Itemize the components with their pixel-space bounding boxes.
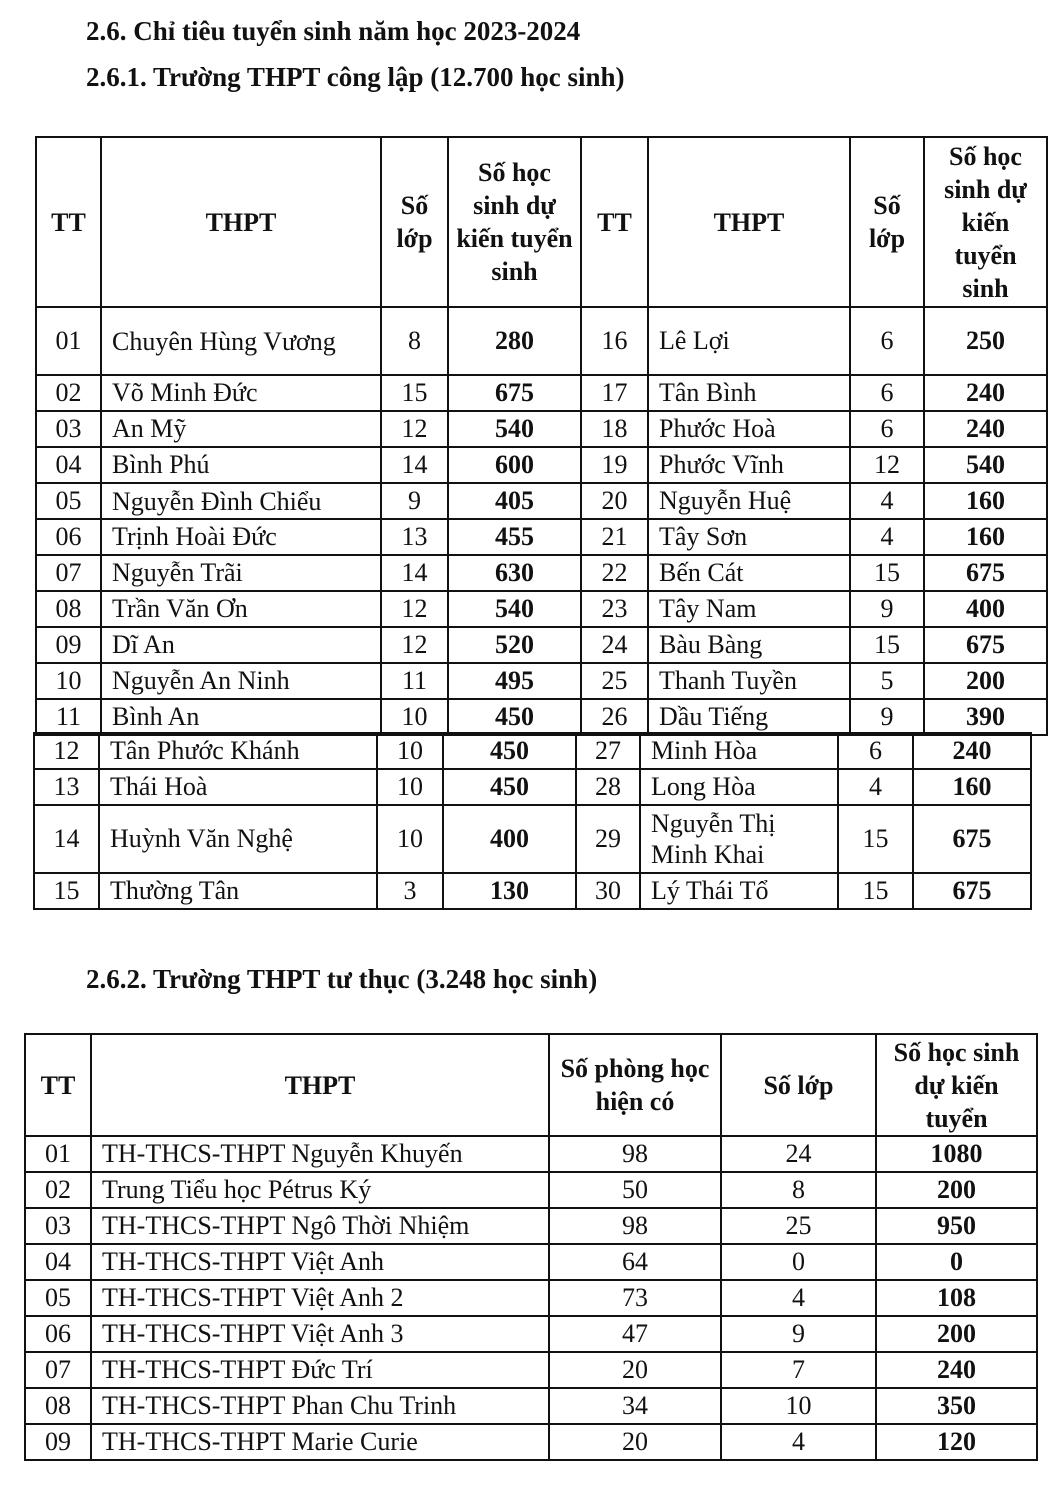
students-cell: 675 <box>913 873 1031 909</box>
school-name-cell: Thái Hoà <box>99 769 377 805</box>
index-cell: 07 <box>25 1352 91 1388</box>
classes-cell: 13 <box>381 519 448 555</box>
col-header-tt: TT <box>25 1034 91 1136</box>
students-cell: 540 <box>448 591 581 627</box>
col-header-school: THPT <box>91 1034 549 1136</box>
students-cell: 240 <box>913 733 1031 769</box>
school-name-cell: TH-THCS-THPT Việt Anh 3 <box>91 1316 549 1352</box>
school-name-cell: Nguyễn An Ninh <box>101 663 381 699</box>
classes-cell: 12 <box>850 447 924 483</box>
index-cell: 24 <box>581 627 648 663</box>
school-name-cell: Tây Nam <box>648 591 850 627</box>
table-row <box>34 873 1031 909</box>
classes-cell: 10 <box>381 699 448 735</box>
col-header-classes: Số lớp <box>381 137 448 307</box>
classes-cell: 12 <box>381 591 448 627</box>
col-header-students: Số học sinh dự kiến tuyển <box>876 1034 1037 1136</box>
table-row <box>36 627 1047 663</box>
school-name-cell: Minh Hòa <box>640 733 838 769</box>
classes-cell: 6 <box>850 411 924 447</box>
classes-cell: 12 <box>381 411 448 447</box>
table-row <box>36 411 1047 447</box>
table-row <box>25 1388 1037 1424</box>
index-cell: 26 <box>581 699 648 735</box>
school-name-cell: Võ Minh Đức <box>101 375 381 411</box>
students-cell: 400 <box>924 591 1047 627</box>
section-heading: 2.6. Chỉ tiêu tuyển sinh năm học 2023-2024 <box>86 16 581 46</box>
table-row <box>36 591 1047 627</box>
rooms-cell: 98 <box>549 1136 721 1172</box>
classes-cell: 6 <box>850 375 924 411</box>
classes-cell: 4 <box>838 769 913 805</box>
index-cell: 27 <box>576 733 640 769</box>
rooms-cell: 20 <box>549 1352 721 1388</box>
index-cell: 06 <box>36 519 101 555</box>
school-name-cell: Chuyên Hùng Vương <box>101 307 381 375</box>
table-row <box>36 447 1047 483</box>
public-schools-table <box>35 136 1048 736</box>
students-cell: 240 <box>924 411 1047 447</box>
rooms-cell: 34 <box>549 1388 721 1424</box>
students-cell: 455 <box>448 519 581 555</box>
students-cell: 950 <box>876 1208 1037 1244</box>
private-schools-table <box>24 1033 1038 1461</box>
students-cell: 240 <box>924 375 1047 411</box>
classes-cell: 15 <box>850 555 924 591</box>
classes-cell: 14 <box>381 555 448 591</box>
students-cell: 160 <box>924 483 1047 519</box>
table-row <box>25 1136 1037 1172</box>
school-name-cell: Tân Phước Khánh <box>99 733 377 769</box>
table-row <box>36 375 1047 411</box>
col-header-students: Số học sinh dự kiến tuyển sinh <box>448 137 581 307</box>
school-name-cell: Nguyễn Đình Chiểu <box>101 483 381 519</box>
students-cell: 495 <box>448 663 581 699</box>
school-name-cell: Tân Bình <box>648 375 850 411</box>
students-cell: 390 <box>924 699 1047 735</box>
classes-cell: 9 <box>381 483 448 519</box>
school-name-cell: Nguyễn Trãi <box>101 555 381 591</box>
school-name-cell: TH-THCS-THPT Việt Anh 2 <box>91 1280 549 1316</box>
table-row <box>25 1280 1037 1316</box>
col-header-school: THPT <box>101 137 381 307</box>
classes-cell: 4 <box>850 483 924 519</box>
classes-cell: 7 <box>721 1352 876 1388</box>
index-cell: 01 <box>36 307 101 375</box>
students-cell: 450 <box>443 733 576 769</box>
rooms-cell: 64 <box>549 1244 721 1280</box>
classes-cell: 10 <box>377 769 443 805</box>
index-cell: 19 <box>581 447 648 483</box>
students-cell: 450 <box>448 699 581 735</box>
students-cell: 675 <box>448 375 581 411</box>
students-cell: 0 <box>876 1244 1037 1280</box>
classes-cell: 15 <box>838 873 913 909</box>
school-name-cell: Phước Vĩnh <box>648 447 850 483</box>
students-cell: 540 <box>448 411 581 447</box>
school-name-cell: Bình Phú <box>101 447 381 483</box>
table-row <box>25 1208 1037 1244</box>
students-cell: 130 <box>443 873 576 909</box>
students-cell: 675 <box>924 555 1047 591</box>
classes-cell: 11 <box>381 663 448 699</box>
students-cell: 250 <box>924 307 1047 375</box>
index-cell: 08 <box>25 1388 91 1424</box>
students-cell: 675 <box>913 805 1031 873</box>
table-row <box>25 1244 1037 1280</box>
table-row <box>36 663 1047 699</box>
table-row <box>25 1316 1037 1352</box>
index-cell: 17 <box>581 375 648 411</box>
index-cell: 22 <box>581 555 648 591</box>
school-name-cell: TH-THCS-THPT Nguyễn Khuyến <box>91 1136 549 1172</box>
index-cell: 03 <box>36 411 101 447</box>
table-row <box>36 307 1047 375</box>
col-header-classes: Số lớp <box>721 1034 876 1136</box>
students-cell: 405 <box>448 483 581 519</box>
index-cell: 04 <box>36 447 101 483</box>
index-cell: 05 <box>25 1280 91 1316</box>
index-cell: 29 <box>576 805 640 873</box>
school-name-cell: Thanh Tuyền <box>648 663 850 699</box>
classes-cell: 15 <box>381 375 448 411</box>
col-header-rooms: Số phòng học hiện có <box>549 1034 721 1136</box>
classes-cell: 9 <box>850 699 924 735</box>
classes-cell: 8 <box>721 1172 876 1208</box>
school-name-cell: Thường Tân <box>99 873 377 909</box>
school-name-cell: Trần Văn Ơn <box>101 591 381 627</box>
col-header-students: Số học sinh dự kiến tuyển sinh <box>924 137 1047 307</box>
classes-cell: 6 <box>850 307 924 375</box>
rooms-cell: 20 <box>549 1424 721 1460</box>
index-cell: 14 <box>34 805 99 873</box>
classes-cell: 10 <box>721 1388 876 1424</box>
classes-cell: 5 <box>850 663 924 699</box>
table-row <box>25 1172 1037 1208</box>
school-name-cell: TH-THCS-THPT Marie Curie <box>91 1424 549 1460</box>
classes-cell: 24 <box>721 1136 876 1172</box>
classes-cell: 10 <box>377 805 443 873</box>
classes-cell: 4 <box>850 519 924 555</box>
index-cell: 21 <box>581 519 648 555</box>
rooms-cell: 50 <box>549 1172 721 1208</box>
school-name-cell: Trung Tiểu học Pétrus Ký <box>91 1172 549 1208</box>
table-row <box>25 1352 1037 1388</box>
index-cell: 13 <box>34 769 99 805</box>
table-row <box>36 519 1047 555</box>
index-cell: 04 <box>25 1244 91 1280</box>
students-cell: 540 <box>924 447 1047 483</box>
col-header-tt: TT <box>581 137 648 307</box>
school-name-cell: Lý Thái Tổ <box>640 873 838 909</box>
public-schools-heading: 2.6.1. Trường THPT công lập (12.700 học sinh) <box>86 62 625 92</box>
students-cell: 160 <box>924 519 1047 555</box>
school-name-cell: Long Hòa <box>640 769 838 805</box>
rooms-cell: 73 <box>549 1280 721 1316</box>
table-row <box>25 1424 1037 1460</box>
students-cell: 240 <box>876 1352 1037 1388</box>
students-cell: 1080 <box>876 1136 1037 1172</box>
classes-cell: 9 <box>721 1316 876 1352</box>
index-cell: 03 <box>25 1208 91 1244</box>
students-cell: 120 <box>876 1424 1037 1460</box>
rooms-cell: 47 <box>549 1316 721 1352</box>
school-name-cell: TH-THCS-THPT Đức Trí <box>91 1352 549 1388</box>
table-header-row <box>36 137 1047 307</box>
index-cell: 15 <box>34 873 99 909</box>
classes-cell: 3 <box>377 873 443 909</box>
school-name-cell: Huỳnh Văn Nghệ <box>99 805 377 873</box>
col-header-classes: Số lớp <box>850 137 924 307</box>
index-cell: 28 <box>576 769 640 805</box>
school-name-cell: TH-THCS-THPT Việt Anh <box>91 1244 549 1280</box>
classes-cell: 4 <box>721 1280 876 1316</box>
classes-cell: 0 <box>721 1244 876 1280</box>
school-name-cell: TH-THCS-THPT Phan Chu Trinh <box>91 1388 549 1424</box>
table-row <box>36 699 1047 735</box>
index-cell: 09 <box>36 627 101 663</box>
classes-cell: 9 <box>850 591 924 627</box>
classes-cell: 15 <box>850 627 924 663</box>
students-cell: 200 <box>876 1172 1037 1208</box>
students-cell: 160 <box>913 769 1031 805</box>
school-name-cell: Bến Cát <box>648 555 850 591</box>
school-name-cell: Bàu Bàng <box>648 627 850 663</box>
col-header-tt: TT <box>36 137 101 307</box>
index-cell: 02 <box>25 1172 91 1208</box>
classes-cell: 15 <box>838 805 913 873</box>
index-cell: 16 <box>581 307 648 375</box>
index-cell: 18 <box>581 411 648 447</box>
students-cell: 200 <box>876 1316 1037 1352</box>
index-cell: 23 <box>581 591 648 627</box>
students-cell: 400 <box>443 805 576 873</box>
classes-cell: 6 <box>838 733 913 769</box>
school-name-cell: Bình An <box>101 699 381 735</box>
index-cell: 11 <box>36 699 101 735</box>
school-name-cell: Nguyễn Thị Minh Khai <box>640 805 838 873</box>
table-row <box>34 769 1031 805</box>
index-cell: 05 <box>36 483 101 519</box>
index-cell: 09 <box>25 1424 91 1460</box>
index-cell: 12 <box>34 733 99 769</box>
students-cell: 450 <box>443 769 576 805</box>
school-name-cell: Dĩ An <box>101 627 381 663</box>
school-name-cell: Trịnh Hoài Đức <box>101 519 381 555</box>
index-cell: 08 <box>36 591 101 627</box>
classes-cell: 12 <box>381 627 448 663</box>
students-cell: 520 <box>448 627 581 663</box>
public-schools-table-continued <box>33 732 1032 910</box>
students-cell: 630 <box>448 555 581 591</box>
rooms-cell: 98 <box>549 1208 721 1244</box>
school-name-cell: Lê Lợi <box>648 307 850 375</box>
students-cell: 200 <box>924 663 1047 699</box>
students-cell: 108 <box>876 1280 1037 1316</box>
students-cell: 280 <box>448 307 581 375</box>
classes-cell: 14 <box>381 447 448 483</box>
table-row <box>36 483 1047 519</box>
classes-cell: 8 <box>381 307 448 375</box>
index-cell: 10 <box>36 663 101 699</box>
school-name-cell: Nguyễn Huệ <box>648 483 850 519</box>
school-name-cell: Tây Sơn <box>648 519 850 555</box>
table-header-row <box>25 1034 1037 1136</box>
students-cell: 350 <box>876 1388 1037 1424</box>
index-cell: 01 <box>25 1136 91 1172</box>
index-cell: 25 <box>581 663 648 699</box>
school-name-cell: Phước Hoà <box>648 411 850 447</box>
school-name-cell: TH-THCS-THPT Ngô Thời Nhiệm <box>91 1208 549 1244</box>
table-row <box>34 733 1031 769</box>
private-schools-heading: 2.6.2. Trường THPT tư thục (3.248 học sinh) <box>86 964 598 994</box>
classes-cell: 25 <box>721 1208 876 1244</box>
index-cell: 06 <box>25 1316 91 1352</box>
index-cell: 02 <box>36 375 101 411</box>
students-cell: 675 <box>924 627 1047 663</box>
classes-cell: 4 <box>721 1424 876 1460</box>
school-name-cell: An Mỹ <box>101 411 381 447</box>
school-name-cell: Dầu Tiếng <box>648 699 850 735</box>
index-cell: 20 <box>581 483 648 519</box>
table-row <box>36 555 1047 591</box>
index-cell: 30 <box>576 873 640 909</box>
table-row <box>34 805 1031 873</box>
index-cell: 07 <box>36 555 101 591</box>
col-header-school: THPT <box>648 137 850 307</box>
students-cell: 600 <box>448 447 581 483</box>
classes-cell: 10 <box>377 733 443 769</box>
